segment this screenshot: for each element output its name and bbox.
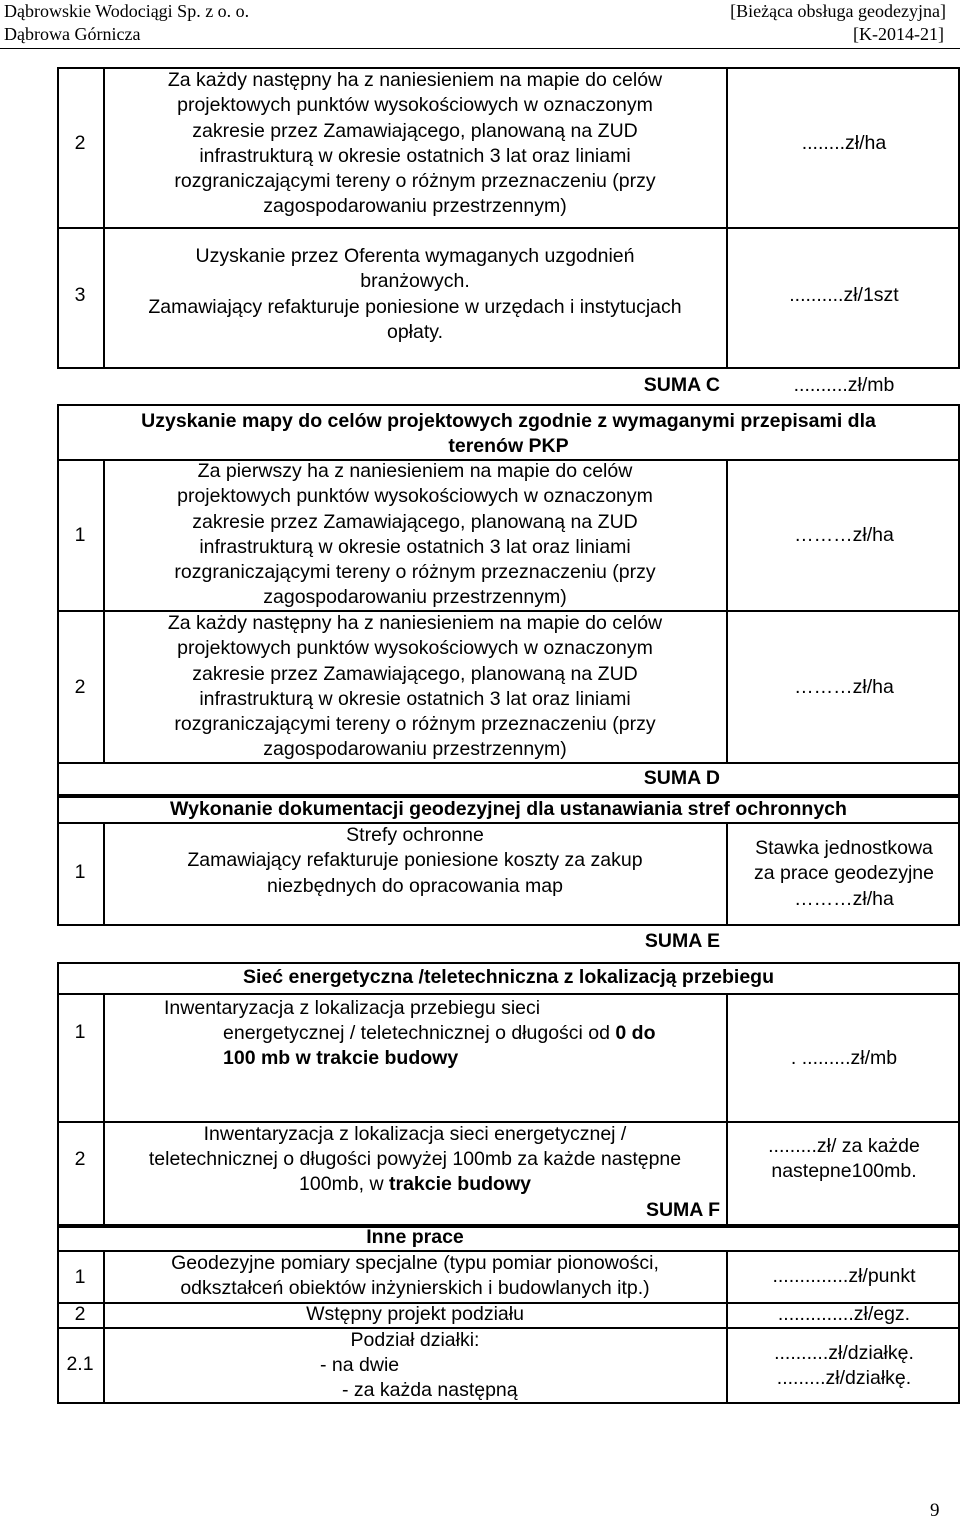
section-e-title: Wykonanie dokumentacji geodezyjnej dla ustanawiania stref ochronnych	[170, 798, 847, 820]
row-description-line: teletechnicznej o długości powyżej 100mb za każde następne	[148, 1148, 682, 1170]
row-description: Za każdy następny ha z naniesieniem na mapie do celów projektowych punktów wysokościowych w oznaczonym zakresie przez Zamawiającego, planowaną na ZUD infrastrukturą w okresie ostatnich 3 lat oraz liniami rozgraniczającymi tereny o różnym przeznaczeniu (przy zagospodarowaniu przestrzennym)	[167, 612, 663, 761]
row-description: Za każdy następny ha z naniesieniem na mapie do celów projektowych punktów wysokościowych w oznaczonym zakresie przez Zamawiającego, planowaną na ZUD infrastrukturą w okresie ostatnich 3 lat oraz liniami rozgraniczającymi tereny o różnym przeznaczeniu (przy zagospodarowaniu przestrzennym)	[167, 69, 663, 218]
section-f-title: Sieć energetyczna /teletechniczna z lokalizacją przebiegu	[242, 966, 775, 988]
row-description-line: Inwentaryzacja z lokalizacja przebiegu sieci	[164, 997, 541, 1019]
row-number: 1	[74, 1021, 86, 1043]
header-company: Dąbrowskie Wodociągi Sp. z o. o.	[4, 1, 250, 21]
row-price: .........zł/działkę.	[776, 1367, 912, 1389]
row-number: 1	[74, 524, 86, 546]
row-price: ………zł/ha	[794, 524, 894, 546]
sum-f-label: SUMA F	[645, 1199, 720, 1221]
row-number: 2	[74, 676, 86, 698]
header-city: Dąbrowa Górnicza	[4, 24, 141, 44]
row-price: Stawka jednostkowa za prace geodezyjne ………zł/ha	[754, 837, 934, 910]
row-description: Geodezyjne pomiary specjalne (typu pomiar pionowości, odkształceń obiektów inżynierskich i budowlanych itp.)	[171, 1252, 659, 1300]
row-number: 2	[74, 1148, 86, 1170]
row-description-line: 100 mb w trakcie budowy	[223, 1047, 459, 1069]
row-price: .........zł/ za każde nastepne100mb.	[768, 1135, 920, 1183]
section-g-title: Inne prace	[366, 1226, 464, 1248]
row-number: 2.1	[66, 1353, 94, 1375]
sum-e-label: SUMA E	[644, 930, 720, 952]
header-document-title: [Bieżąca obsługa geodezyjna]	[730, 1, 946, 21]
row-description: Za pierwszy ha z naniesieniem na mapie do celów projektowych punktów wysokościowych w oznaczonym zakresie przez Zamawiającego, planowaną na ZUD infrastrukturą w okresie ostatnich 3 lat oraz liniami rozgraniczającymi tereny o różnym przeznaczeniu (przy zagospodarowaniu przestrzennym)	[174, 460, 656, 609]
row-price: ..............zł/punkt	[772, 1265, 916, 1287]
row-description-line: Inwentaryzacja z lokalizacja sieci energetycznej /	[203, 1123, 627, 1145]
row-number: 2	[74, 1303, 86, 1325]
header-divider	[0, 48, 960, 49]
row-number: 2	[74, 132, 86, 154]
page-number: 9	[930, 1500, 940, 1521]
row-price: ..........zł/1szt	[789, 284, 899, 306]
row-number: 3	[74, 284, 86, 306]
row-number: 1	[74, 861, 86, 883]
row-description: Uzyskanie przez Oferenta wymaganych uzgodnień branżowych. Zamawiający refakturuje poniesione w urzędach i instytucjach opłaty.	[148, 245, 682, 343]
sum-d-label: SUMA D	[643, 767, 720, 789]
row-description-line: energetycznej / teletechnicznej o długości od 0 do	[223, 1022, 656, 1044]
section-d-title: Uzyskanie mapy do celów projektowych zgodnie z wymaganymi przepisami dla terenów PKP	[141, 410, 876, 458]
row-price: ..........zł/działkę.	[774, 1342, 914, 1364]
sum-c-label: SUMA C	[643, 374, 720, 396]
row-description: Strefy ochronne Zamawiający refakturuje poniesione koszty za zakup niezbędnych do opracowania map	[187, 824, 643, 897]
row-price: ........zł/ha	[801, 132, 887, 154]
row-description-item: - na dwie	[320, 1354, 400, 1376]
row-price: ………zł/ha	[794, 676, 894, 698]
header-document-code: [K-2014-21]	[853, 24, 944, 44]
row-price: ..............zł/egz.	[777, 1303, 911, 1325]
row-description-item: - za każda następną	[342, 1379, 518, 1401]
row-price: . .........zł/mb	[790, 1047, 898, 1069]
row-number: 1	[74, 1266, 86, 1288]
row-description-title: Podział działki:	[350, 1329, 480, 1351]
sum-c-value: ..........zł/mb	[793, 374, 895, 396]
row-description: Wstępny projekt podziału	[306, 1303, 524, 1325]
row-description-line: 100mb, w trakcie budowy	[299, 1173, 531, 1195]
